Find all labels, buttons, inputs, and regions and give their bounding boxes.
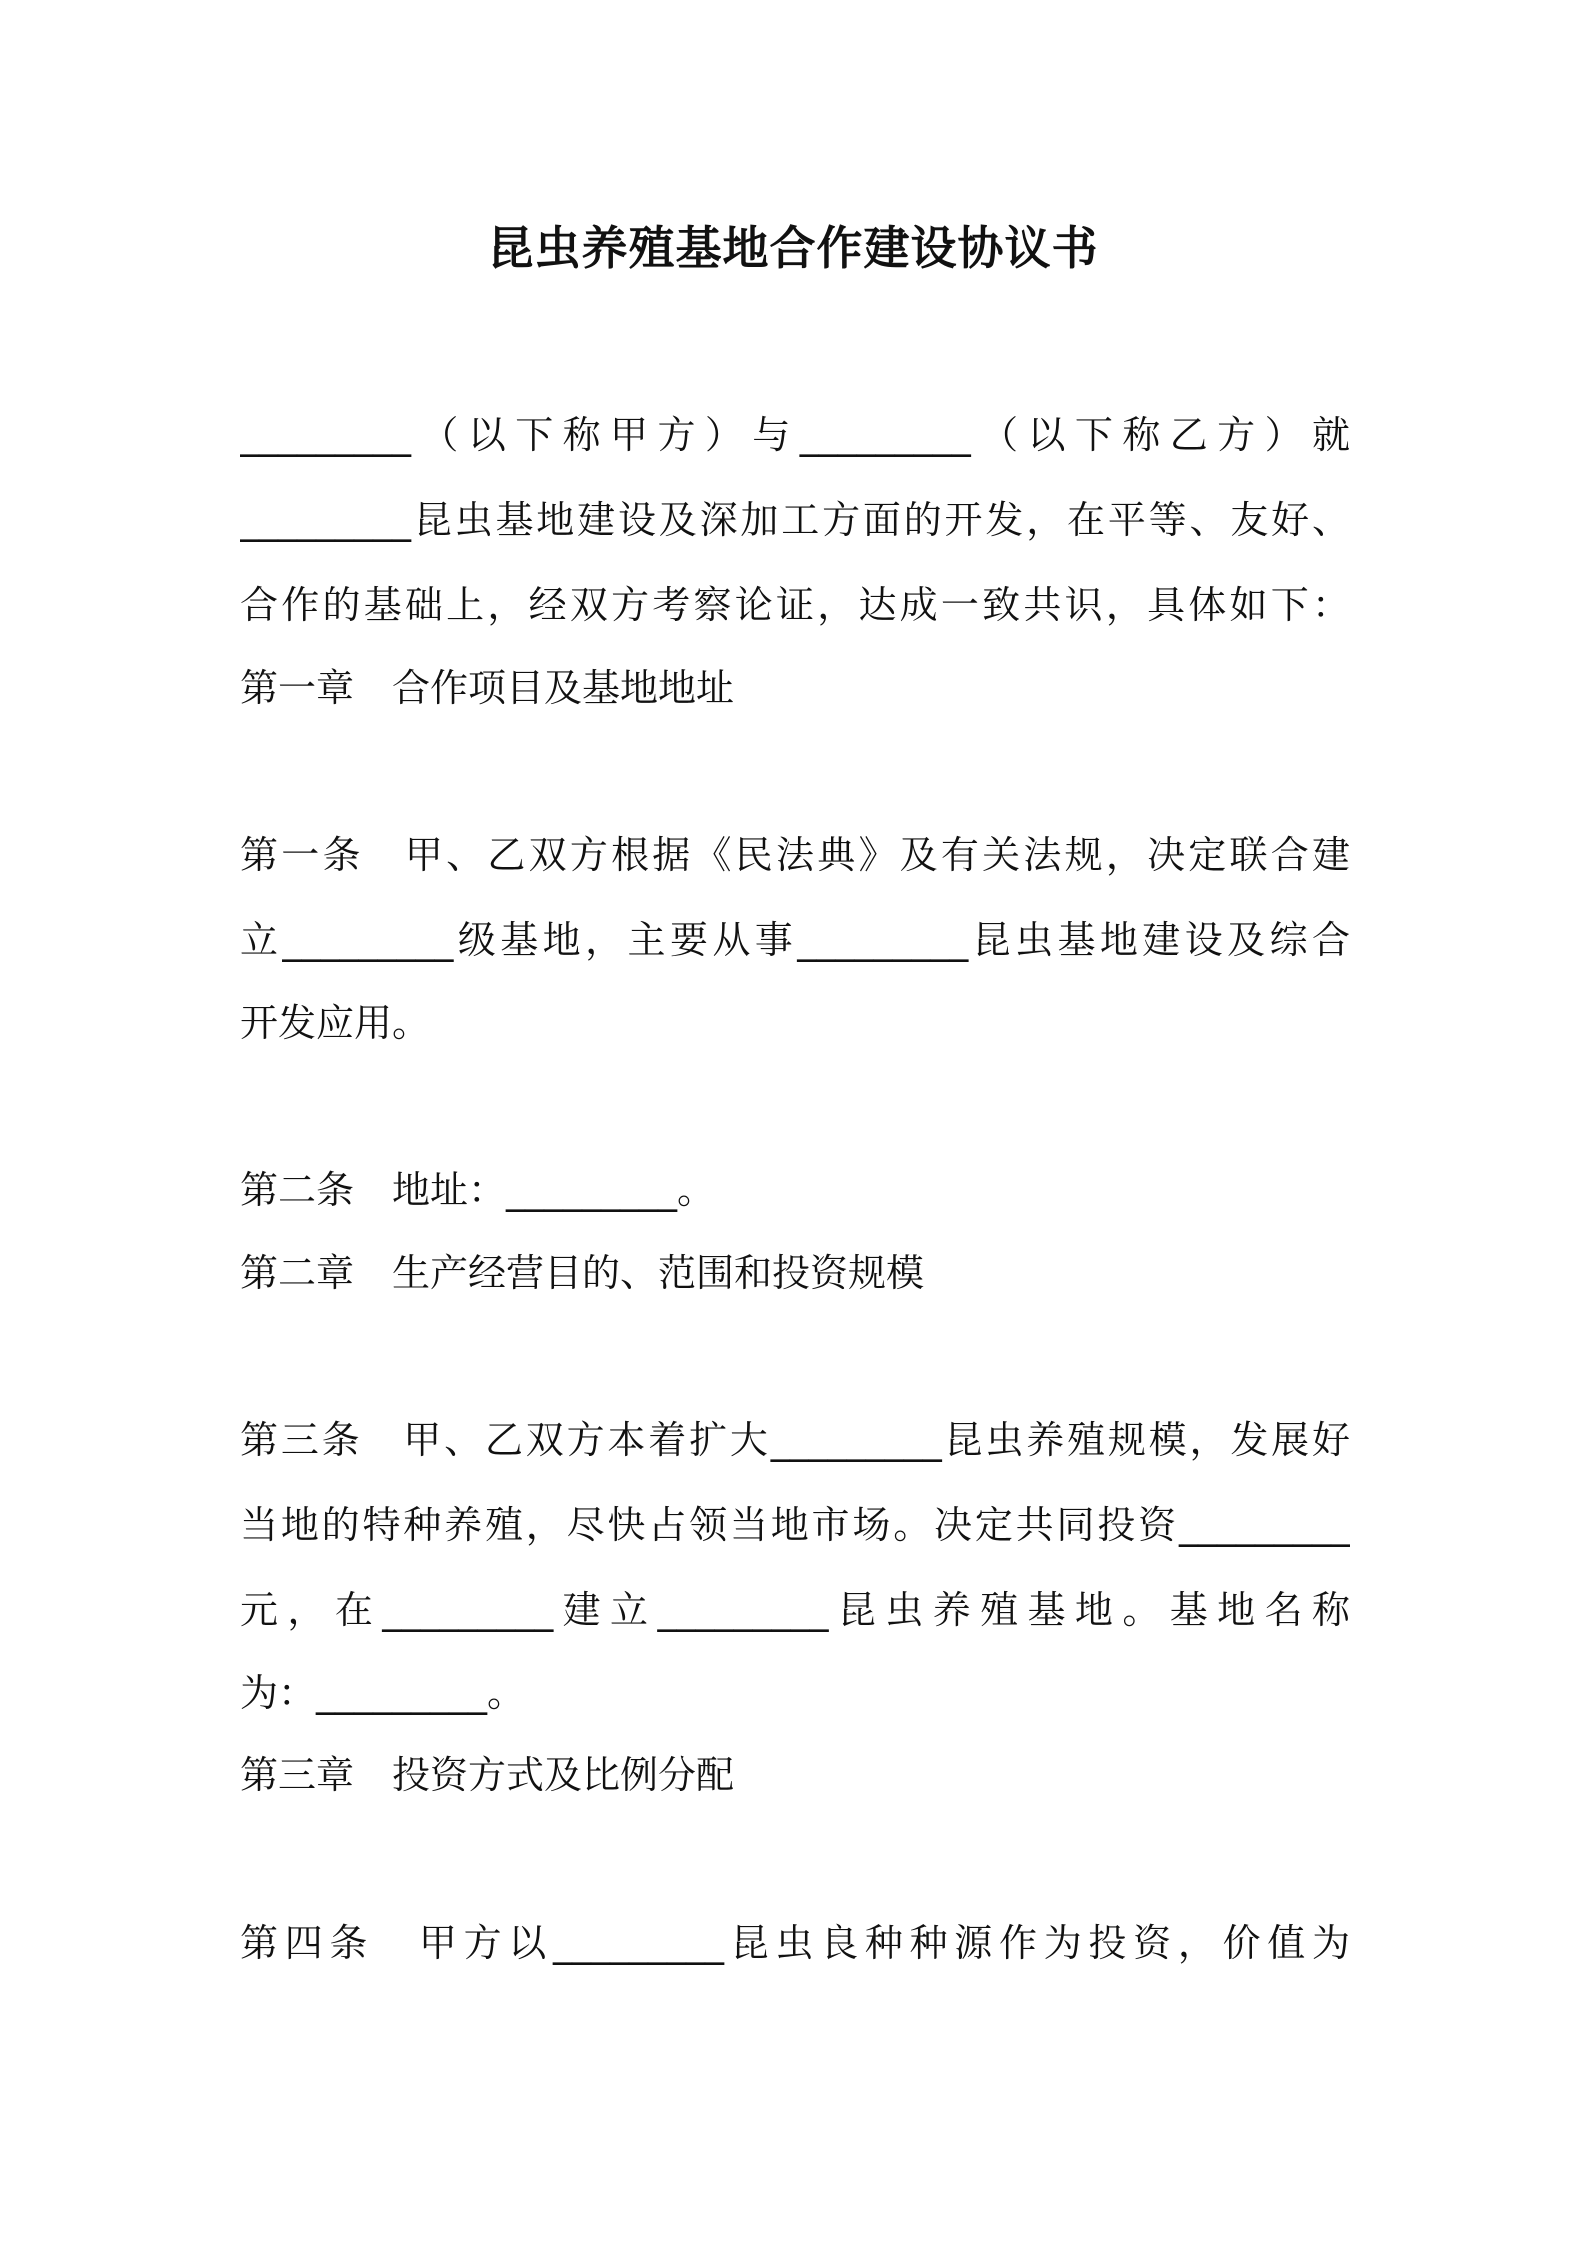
intro-line-2: _________昆虫基地建设及深加工方面的开发，在平等、友好、 [240, 498, 1350, 542]
chapter-2-heading: 第二章 生产经营目的、范围和投资规模 [240, 1251, 925, 1295]
article-1-line-3: 开发应用。 [240, 1001, 431, 1045]
article-3-line-1: 第三条 甲、乙双方本着扩大_________昆虫养殖规模，发展好 [240, 1418, 1350, 1462]
article-1-line-2: 立_________级基地，主要从事_________昆虫基地建设及综合 [240, 918, 1350, 962]
article-3-line-4: 为：_________。 [240, 1671, 526, 1715]
chapter-1-heading: 第一章 合作项目及基地地址 [240, 666, 735, 710]
article-3-line-2: 当地的特种养殖，尽快占领当地市场。决定共同投资_________ [240, 1503, 1350, 1547]
intro-line-3: 合作的基础上，经双方考察论证，达成一致共识，具体如下： [240, 583, 1350, 627]
document-title: 昆虫养殖基地合作建设协议书 [487, 221, 1099, 275]
chapter-3-heading: 第三章 投资方式及比例分配 [240, 1753, 735, 1797]
intro-line-1: _________（以下称甲方）与_________（以下称乙方）就 [240, 413, 1350, 457]
article-4-line-1: 第四条 甲方以_________昆虫良种种源作为投资，价值为 [240, 1921, 1350, 1965]
article-2-line: 第二条 地址：_________。 [240, 1168, 716, 1212]
article-3-line-3: 元，在_________建立_________昆虫养殖基地。基地名称 [240, 1588, 1350, 1632]
article-1-line-1: 第一条 甲、乙双方根据《民法典》及有关法规，决定联合建 [240, 833, 1350, 877]
